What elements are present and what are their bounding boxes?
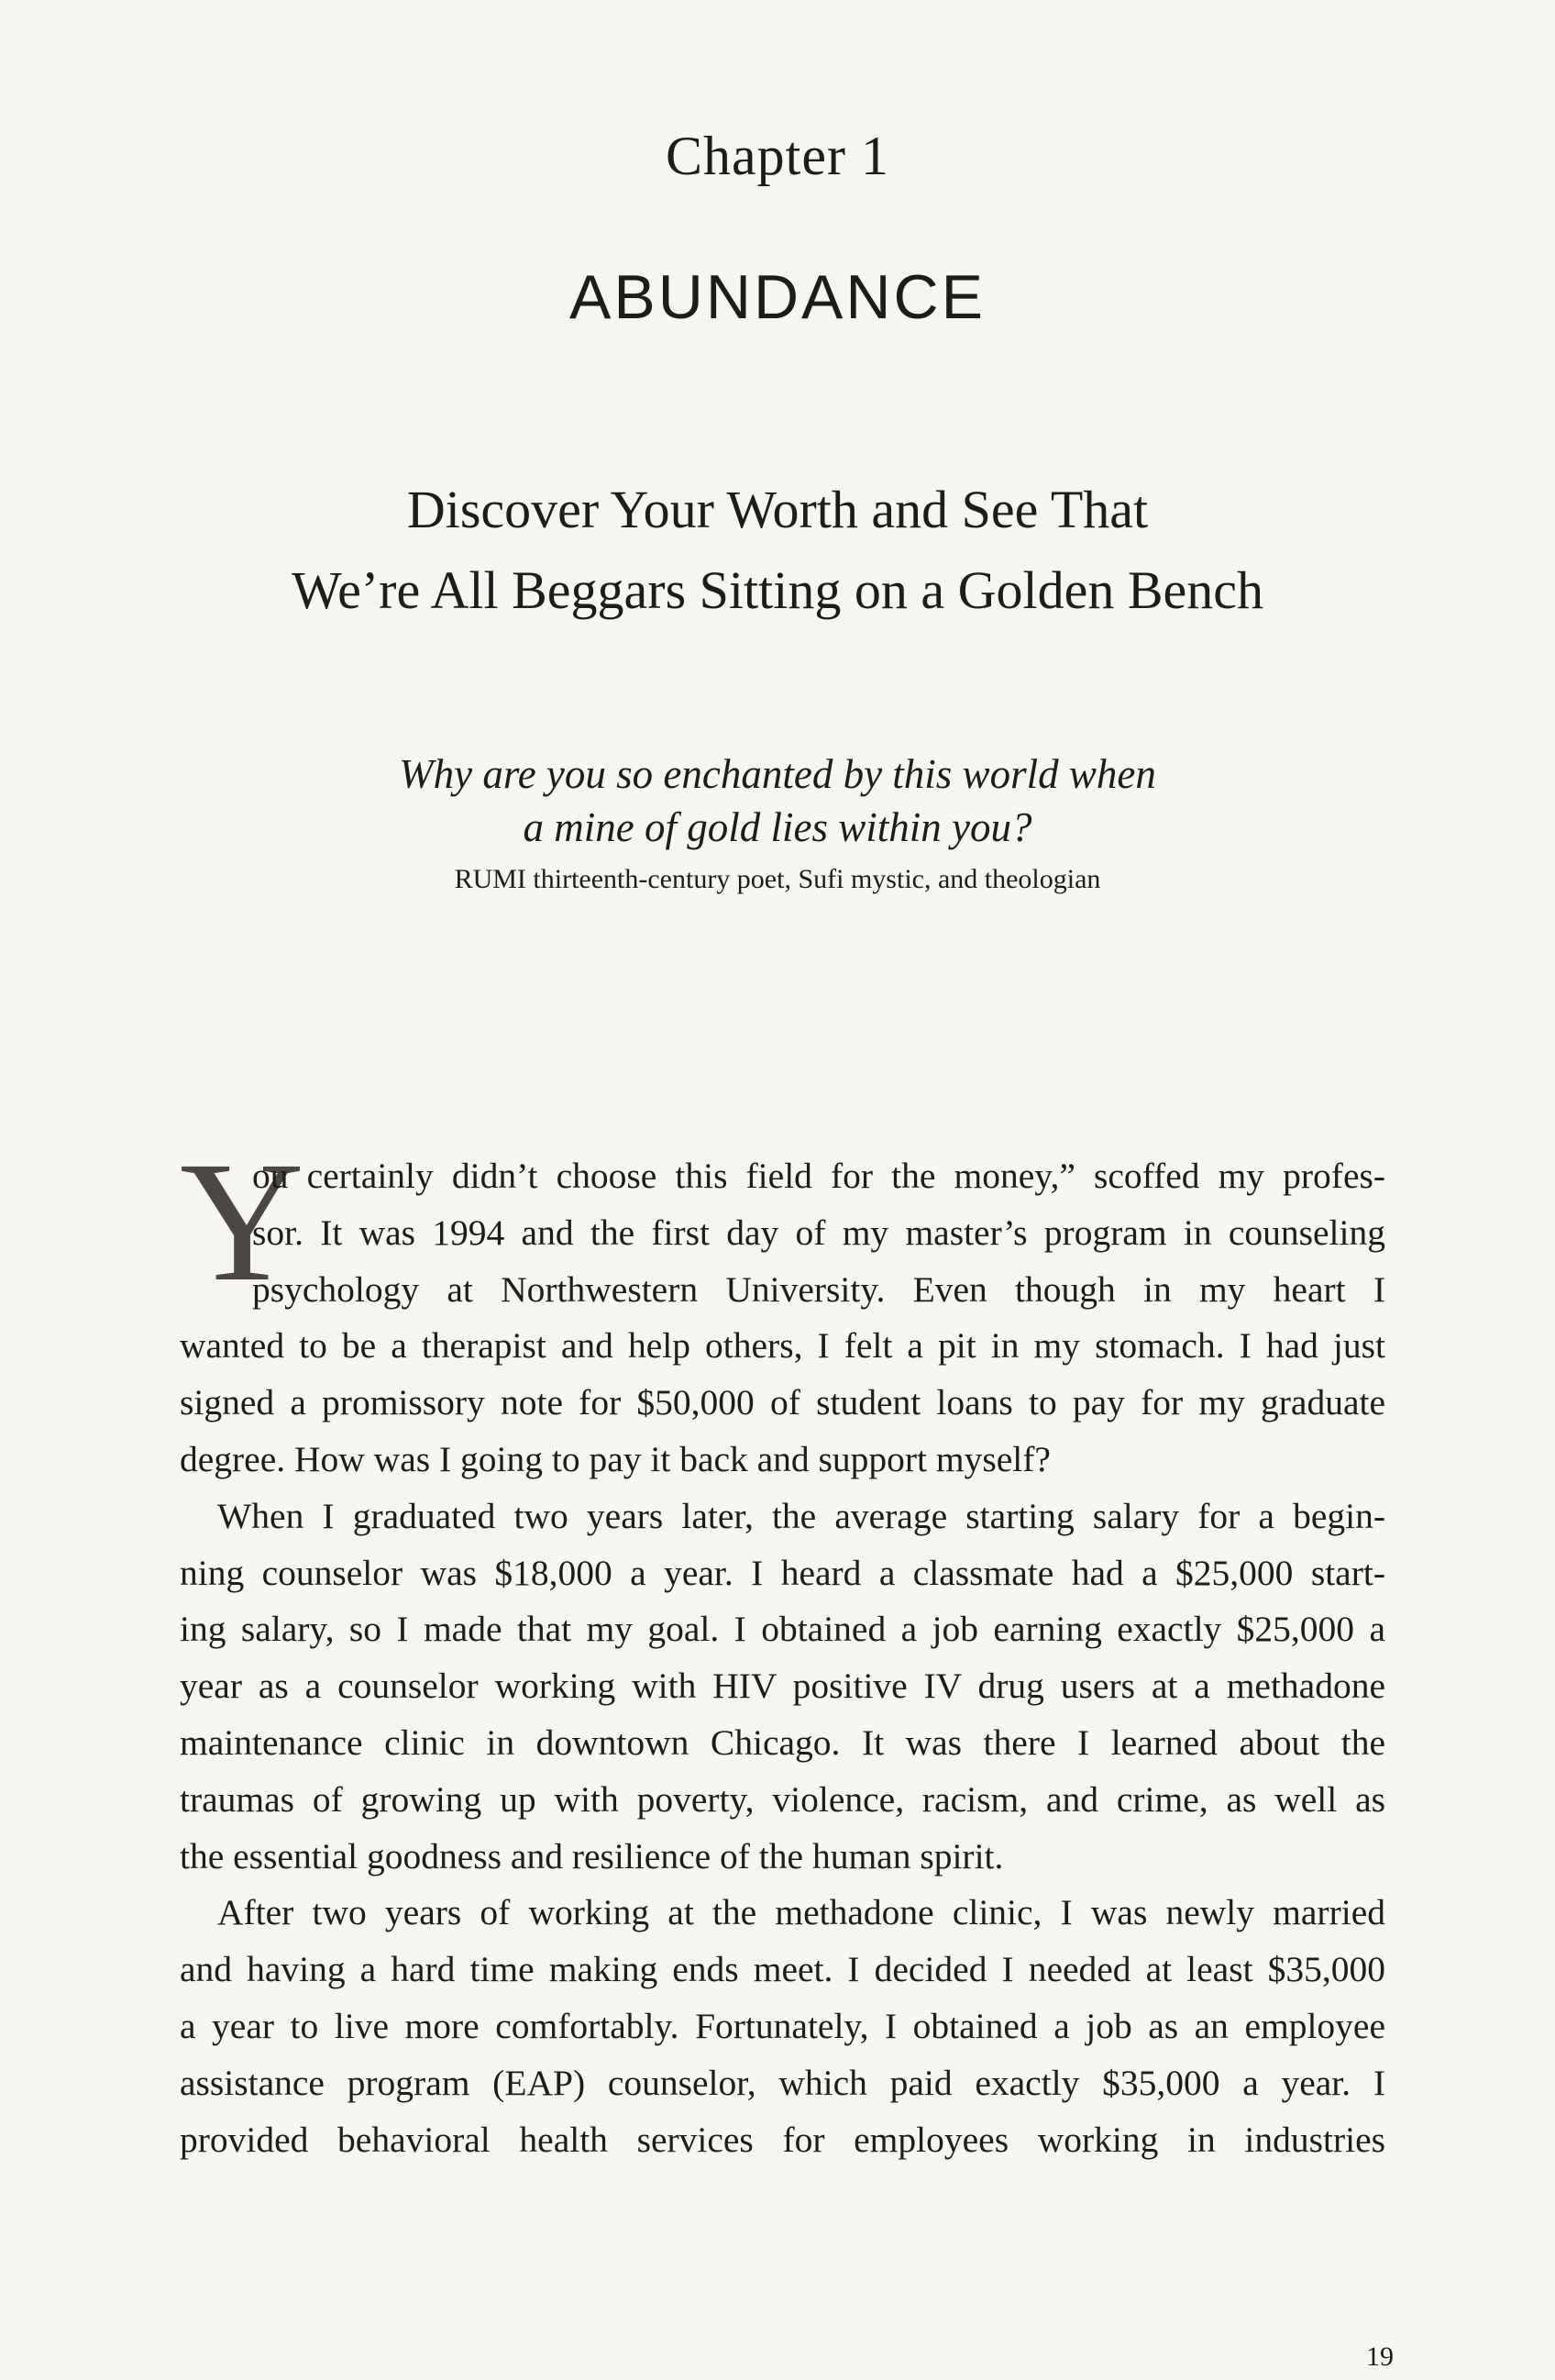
epigraph-line: Why are you so enchanted by this world when [399,751,1156,797]
body-text [180,1148,1385,2168]
subtitle-line: Discover Your Worth and See That [406,480,1149,539]
text-line: signed a promissory note for $50,000 of student loans to pay for my graduate [180,1382,1385,1423]
subtitle-line: We’re All Beggars Sitting on a Golden Bench [291,560,1264,620]
chapter-label: Chapter 1 [666,126,889,186]
chapter-subtitle [0,470,1555,631]
text-line: year as a counselor working with HIV positive IV drug users at a methadone [180,1666,1385,1707]
paragraph-1 [180,1148,1385,1489]
text-line: sor. It was 1994 and the first day of my master’s program in counseling [252,1212,1385,1253]
text-line: the essential goodness and resilience of the human spirit. [180,1835,1004,1876]
text-line: degree. How was I going to pay it back and support myself? [180,1438,1051,1479]
epigraph-line: a mine of gold lies within you? [523,804,1032,850]
text-line: provided behavioral health services for employees working in industries [180,2119,1385,2160]
epigraph [0,747,1555,898]
epigraph-attribution: RUMI thirteenth-century poet, Sufi mystic, and theologian [454,864,1101,894]
text-line: psychology at Northwestern University. Even though in my heart I [252,1268,1385,1310]
text-line: ing salary, so I made that my goal. I obtained a job earning exactly $25,000 a [180,1609,1385,1650]
text-line: a year to live more comfortably. Fortunately, I obtained a job as an employee [180,2005,1385,2046]
text-line: When I graduated two years later, the average starting salary for a begin- [217,1495,1385,1536]
text-line: traumas of growing up with poverty, violence, racism, and crime, as well as [180,1778,1385,1820]
text-line: assistance program (EAP) counselor, which paid exactly $35,000 a year. I [180,2062,1385,2103]
text-line: ning counselor was $18,000 a year. I heard a classmate had a $25,000 start- [180,1552,1385,1593]
paragraph-2 [180,1489,1385,1886]
chapter-title: ABUNDANCE [569,262,986,332]
text-line: maintenance clinic in downtown Chicago. It was there I learned about the [180,1721,1385,1763]
drop-cap: Y [180,1125,304,1317]
text-line: After two years of working at the methadone clinic, I was newly married [217,1892,1385,1933]
text-line: wanted to be a therapist and help others, I felt a pit in my stomach. I had just [180,1325,1385,1367]
page-number: 19 [1366,2341,1394,2372]
paragraph-3 [180,1885,1385,2168]
text-line: and having a hard time making ends meet. I decided I needed at least $35,000 [180,1949,1385,1990]
text-line: ou certainly didn’t choose this field for the money,” scoffed my profes- [252,1156,1385,1196]
